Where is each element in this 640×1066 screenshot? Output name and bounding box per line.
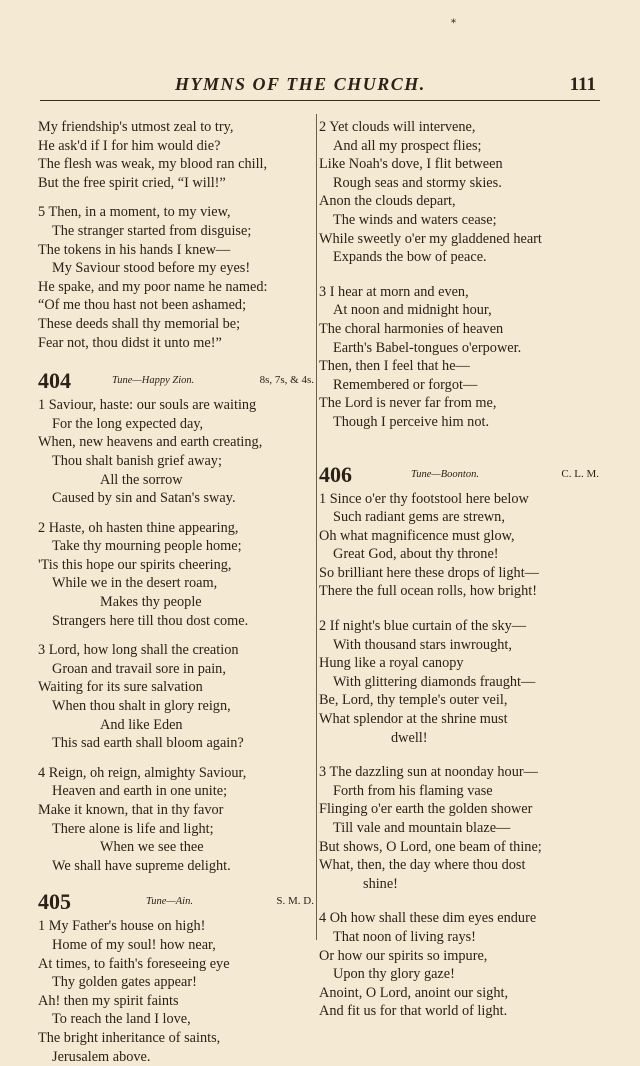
verse-line: When thou shalt in glory reign, xyxy=(52,698,231,715)
verse-line: 3 The dazzling sun at noonday hour— xyxy=(319,764,538,781)
verse-line: Such radiant gems are strewn, xyxy=(333,509,505,526)
running-header xyxy=(40,74,600,96)
verse-line: So brilliant here these drops of light— xyxy=(319,564,539,581)
verse-line: Then, then I feel that he— xyxy=(319,358,470,375)
tune-name: Tune—Ain. xyxy=(146,896,193,908)
hymn-405-header xyxy=(38,887,316,917)
verse-line: With thousand stars inwrought, xyxy=(333,636,512,653)
verse-line: 3 I hear at morn and even, xyxy=(319,283,469,300)
verse-line: Though I perceive him not. xyxy=(333,413,490,430)
verse-line: Rough seas and stormy skies. xyxy=(333,174,502,191)
verse-line: Upon thy glory gaze! xyxy=(333,966,455,983)
verse-line: That noon of living rays! xyxy=(333,928,476,945)
verse-line: 3 Lord, how long shall the creation xyxy=(38,642,239,659)
verse-line: Jerusalem above. xyxy=(52,1048,151,1065)
hymn-number: 404 xyxy=(38,368,71,394)
verse-line: 2 If night's blue curtain of the sky— xyxy=(319,618,527,635)
hymn-405-continued xyxy=(319,118,601,432)
verse-line: Strangers here till thou dost come. xyxy=(52,612,249,629)
verse-line: Caused by sin and Satan's sway. xyxy=(52,490,236,507)
verse-line: These deeds shall thy memorial be; xyxy=(38,315,241,332)
verse-line: The winds and waters cease; xyxy=(333,211,497,228)
verse-line: Anoint, O Lord, anoint our sight, xyxy=(319,984,509,1001)
verse-line: He spake, and my poor name he named: xyxy=(38,278,268,295)
verse-line: 4 Oh how shall these dim eyes endure xyxy=(319,910,537,927)
verse-line: When we see thee xyxy=(100,839,204,856)
verse-line: Heaven and earth in one unite; xyxy=(52,783,228,800)
verse-line: The bright inheritance of saints, xyxy=(38,1029,221,1046)
tune-name: Tune—Boonton. xyxy=(411,468,479,480)
verse-line: But the free spirit cried, “I will!” xyxy=(38,174,226,191)
verse-line: 'Tis this hope our spirits cheering, xyxy=(38,556,232,573)
verse-line: Be, Lord, thy temple's outer veil, xyxy=(319,692,508,709)
verse-line: But shows, O Lord, one beam of thine; xyxy=(319,838,542,855)
verse-line: Forth from his flaming vase xyxy=(333,782,493,799)
hymn-405-text xyxy=(38,917,316,1066)
verse-line: My friendship's utmost zeal to try, xyxy=(38,119,234,135)
verse-line: 1 Since o'er thy footstool here below xyxy=(319,490,529,507)
hymn-406-header xyxy=(319,460,601,490)
page-marker: * xyxy=(451,18,456,29)
left-column xyxy=(38,118,316,1066)
tune-name: Tune—Happy Zion. xyxy=(112,375,195,387)
verse-line: He ask'd if I for him would die? xyxy=(38,137,221,154)
verse-line: 2 Yet clouds will intervene, xyxy=(319,119,476,135)
verse-line: What splendor at the shrine must xyxy=(319,711,508,728)
verse-line: When, new heavens and earth creating, xyxy=(38,434,263,451)
verse-line: Thou shalt banish grief away; xyxy=(52,452,222,469)
verse-line: The stranger started from disguise; xyxy=(52,222,252,239)
verse-line: Anon the clouds depart, xyxy=(319,193,456,210)
verse-line: There alone is life and light; xyxy=(52,820,214,837)
verse-line: Make it known, that in thy favor xyxy=(38,802,224,818)
verse-line: 1 My Father's house on high! xyxy=(38,918,206,935)
verse-line: Fear not, thou didst it unto me!” xyxy=(38,334,222,351)
verse-line: All the sorrow xyxy=(100,471,183,488)
hymn-404-header xyxy=(38,366,316,396)
verse-line: And fit us for that world of light. xyxy=(319,1003,508,1020)
verse-line: The tokens in his hands I knew— xyxy=(38,241,231,258)
verse-line: Home of my soul! how near, xyxy=(52,936,216,953)
verse-line: And all my prospect flies; xyxy=(333,137,482,154)
verse-line: The flesh was weak, my blood ran chill, xyxy=(38,156,268,173)
verse-line: 1 Saviour, haste: our souls are waiting xyxy=(38,397,257,414)
verse-line: The Lord is never far from me, xyxy=(319,395,497,412)
verse-line: Hung like a royal canopy xyxy=(319,655,464,672)
verse-line: There the full ocean rolls, how bright! xyxy=(319,583,537,600)
verse-line: dwell! xyxy=(391,729,428,746)
verse-line: Take thy mourning people home; xyxy=(52,538,242,555)
hymn-meter: 8s, 7s, & 4s. xyxy=(259,374,314,387)
verse-line: Makes thy people xyxy=(100,594,202,611)
right-column xyxy=(319,118,601,1021)
verse-line: The choral harmonies of heaven xyxy=(319,320,504,337)
verse-line: Earth's Babel-tongues o'erpower. xyxy=(333,339,522,356)
hymn-number: 406 xyxy=(319,461,352,487)
header-rule xyxy=(40,100,600,101)
verse-line: While sweetly o'er my gladdened heart xyxy=(319,230,542,247)
hymn-404-text xyxy=(38,396,316,875)
verse-line: 2 Haste, oh hasten thine appearing, xyxy=(38,519,239,536)
verse-line: Oh what magnificence must glow, xyxy=(319,527,515,544)
verse-line: What, then, the day where thou dost xyxy=(319,857,526,874)
verse-line: Like Noah's dove, I flit between xyxy=(319,156,503,173)
verse-line: 5 Then, in a moment, to my view, xyxy=(38,204,231,221)
verse-line: Groan and travail sore in pain, xyxy=(52,660,226,677)
verse-line: Remembered or forgot— xyxy=(333,376,478,393)
verse-line: And like Eden xyxy=(100,716,183,733)
verse-line: Great God, about thy throne! xyxy=(333,546,499,563)
verse-line: Thy golden gates appear! xyxy=(52,974,197,991)
verse-line: For the long expected day, xyxy=(52,415,204,432)
verse-line: Flinging o'er earth the golden shower xyxy=(319,801,533,818)
verse-line: Or how our spirits so impure, xyxy=(319,947,488,964)
verse-line: At noon and midnight hour, xyxy=(333,302,492,319)
verse-line: “Of me thou hast not been ashamed; xyxy=(38,297,247,314)
verse-line: While we in the desert roam, xyxy=(52,575,218,592)
verse-line: 4 Reign, oh reign, almighty Saviour, xyxy=(38,764,247,781)
verse-line: To reach the land I love, xyxy=(52,1011,191,1028)
verse-line: Till vale and mountain blaze— xyxy=(333,820,511,836)
verse-line: We shall have supreme delight. xyxy=(52,857,231,874)
verse-line: Waiting for its sure salvation xyxy=(38,679,203,696)
verse-line: This sad earth shall bloom again? xyxy=(52,735,244,752)
column-divider xyxy=(316,114,317,940)
hymn-meter: S. M. D. xyxy=(276,895,314,908)
verse-line: Ah! then my spirit faints xyxy=(38,992,179,1009)
verse-line: My Saviour stood before my eyes! xyxy=(52,260,251,277)
verse-line: Expands the bow of peace. xyxy=(333,249,487,266)
hymn-number: 405 xyxy=(38,889,71,915)
page-title: HYMNS OF THE CHURCH. xyxy=(175,74,426,94)
hymn-meter: C. L. M. xyxy=(561,467,599,480)
page-number: 111 xyxy=(569,74,596,95)
verse-line: At times, to faith's foreseeing eye xyxy=(38,955,230,972)
hymn-406-text xyxy=(319,490,601,1021)
verse-line: With glittering diamonds fraught— xyxy=(333,673,536,690)
verse-line: shine! xyxy=(363,875,398,892)
hymn-403-continued xyxy=(38,118,316,352)
